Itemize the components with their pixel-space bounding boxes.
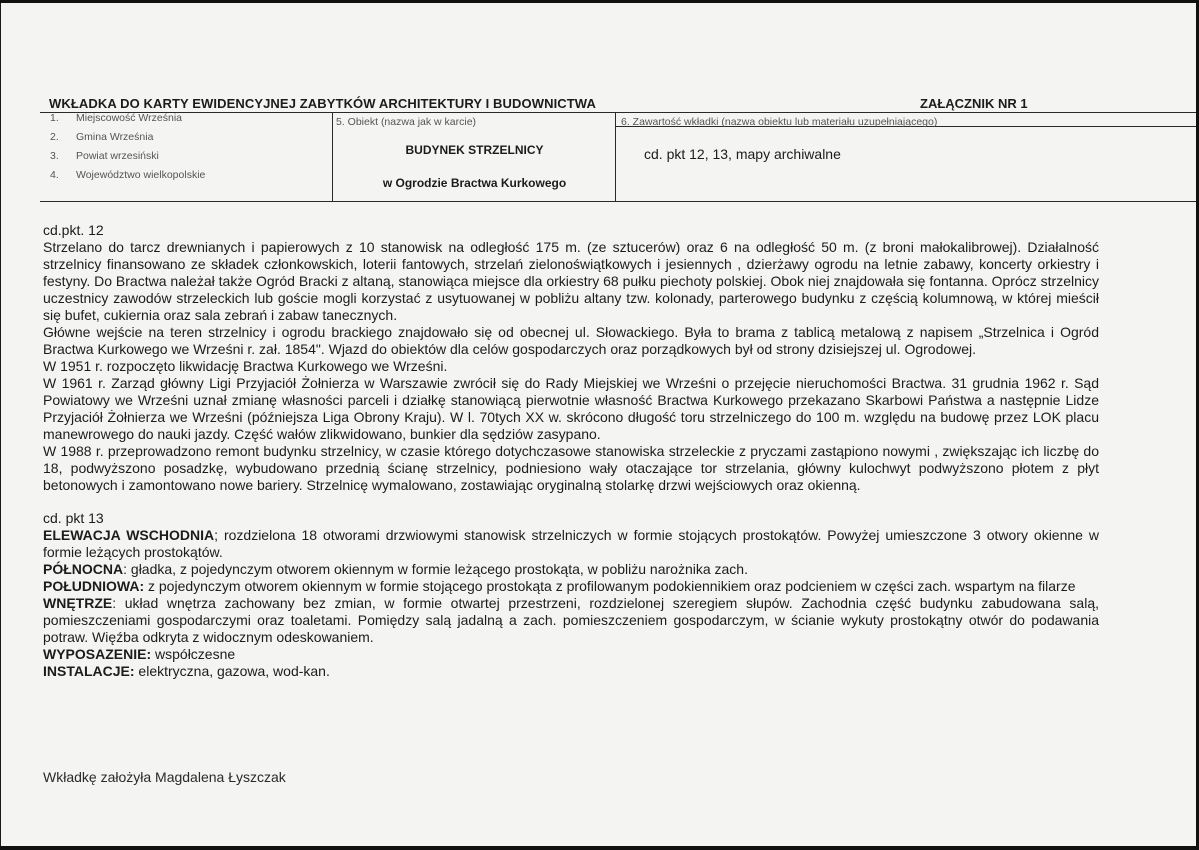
section-12-heading: cd.pkt. 12 <box>43 222 104 238</box>
table-bottom-rule <box>40 201 1197 202</box>
furnishings: WYPOSAZENIE: współczesne <box>43 646 236 662</box>
object-location: w Ogrodzie Bractwa Kurkowego <box>382 176 567 190</box>
paragraph-gap <box>43 494 1099 510</box>
document-body <box>43 222 1099 680</box>
section-12-paragraph: W 1961 r. Zarząd główny Ligi Przyjaciół Żołnierza w Warszawie zwrócił się do Rady Miejskiej we Wrześni o przejęcie nieruchomości Bractwa. 31 grudnia 1962 r. Sąd Powiatowy we Wrześni uznał zmianę własności parceli i działkę stanowiącą pierwotnie własność Bractwa Kurkowego przekazano Skarbowi Państwa a następnie Lidze Przyjaciół Żołnierza we Wrześni (późniejsza Liga Obrony Kraju). W l. 70tych XX w. skrócono długość toru strzelniczego do 100 m. względu na budowę przez LOK placu manewrowego do nauki jazdy. Część wałów zlikwidowano, bunkier dla sędziów zasypano. <box>43 375 1099 442</box>
location-locality: 1. Miejscowość Września <box>50 112 182 124</box>
location-voivodeship: 4. Województwo wielkopolskie <box>50 169 206 181</box>
object-name: BUDYNEK STRZELNICY <box>405 143 544 157</box>
section-12-paragraph: W 1988 r. przeprowadzono remont budynku strzelnicy, w czasie którego dotychczasowe stanowiska strzeleckie z pryczami zastąpiono nowymi , zwiększając ich liczbę do 18, podwyższono posadzkę, wybudowano przednią ścianę strzelnicy, podniesiono wały otaczające tor strzelania, główny kulochwyt podwyższono płotem z płyt betonowych i zamontowano nowe bariery. Strzelnicę wymalowano, zostawiając oryginalną stolarkę drzwi wejściowych oraz okienną. <box>43 443 1099 493</box>
scan-border-bottom <box>0 846 1199 850</box>
section-12-paragraph: W 1951 r. rozpoczęto likwidację Bractwa Kurkowego we Wrześni. <box>43 358 448 374</box>
elevation-south: POŁUDNIOWA: z pojedynczym otworem okiennym w formie stojącego prostokąta z profilowanym podokiennikiem oraz podcieniem w części zach. wspartym na filarze <box>43 578 1076 594</box>
interior: WNĘTRZE: układ wnętrza zachowany bez zmian, w formie otwartej przestrzeni, rozdzielonej szeregiem słupów. Zachodnia część budynku zabudowana salą, pomieszczeniami gospodarczymi oraz toaletami. Pomiędzy salą jadalną a zach. pomieszczeniem gospodarczym, w ścianie wykuty prostokątny otwór do podawania potraw. Więźba odkryta z widocznym odeskowaniem. <box>43 595 1099 645</box>
scan-border-top <box>0 0 1199 3</box>
section-12-paragraph: Strzelano do tarcz drewnianych i papierowych z 10 stanowisk na odległość 175 m. (ze sztucerów) oraz 6 na odległość 50 m. (z broni małokalibrowej). Działalność strzelnicy finansowano ze składek członkowskich, loterii fantowych, strzelań zielonoświątkowych i jesiennych , dzierżawy ogrodu na letnie zabawy, koncerty orkiestry i festyny. Do Bractwa należał także Ogród Bracki z altaną, stanowiąca miejsce dla orkiestry 68 pułku piechoty polskiej. Obok niej znajdowała się fontanna. Oprócz strzelnicy uczestnicy zawodów strzeleckich lub goście mogli korzystać z usytuowanej w pobliżu altany tzw. kolonady, parterowego budynku z częścią kolumnową, w której mieścił się bufet, cukiernia oraz sala zebrań i zabaw tanecznych. <box>43 239 1099 323</box>
header-rule <box>40 112 1197 113</box>
attachment-label: 6. Zawartość wkładki (nazwa obiektu lub materiału uzupełniającego) <box>621 116 938 128</box>
installations: INSTALACJE: elektryczna, gazowa, wod-kan. <box>43 663 330 679</box>
location-county: 3. Powiat wrzesiński <box>50 150 159 162</box>
elevation-east: ELEWACJA WSCHODNIA; rozdzielona 18 otworami drzwiowymi stanowisk strzelniczych w formie stojących prostokątów. Powyżej umieszczone 3 otwory okienne w formie leżących prostokątów. <box>43 527 1100 560</box>
document-sheet <box>1 2 1196 847</box>
section-12-paragraph: Główne wejście na teren strzelnicy i ogrodu brackiego znajdowało się od obecnej ul. Słowackiego. Była to brama z tablicą metalową z napisem „Strzelnica i Ogród Bractwa Kurkowego we Wrześni r. zał. 1854". Wjazd do obiektów dla celów gospodarczych oraz porządkowych był od strony dzisiejszej ul. Ogrodowej. <box>43 324 1099 357</box>
form-title: WKŁADKA DO KARTY EWIDENCYJNEJ ZABYTKÓW ARCHITEKTURY I BUDOWNICTWA <box>49 96 596 111</box>
attachment-value: cd. pkt 12, 13, mapy archiwalne <box>644 146 841 162</box>
annex-number: ZAŁĄCZNIK NR 1 <box>920 96 1028 111</box>
location-commune: 2. Gmina Września <box>50 131 154 143</box>
author-note: Wkładkę założyła Magdalena Łyszczak <box>43 769 286 785</box>
elevation-north: PÓŁNOCNA: gładka, z pojedynczym otworem okiennym w formie leżącego prostokąta, w pobliżu narożnika zach. <box>43 561 748 577</box>
section-13-heading: cd. pkt 13 <box>43 510 104 526</box>
object-label: 5. Obiekt (nazwa jak w karcie) <box>336 116 477 128</box>
